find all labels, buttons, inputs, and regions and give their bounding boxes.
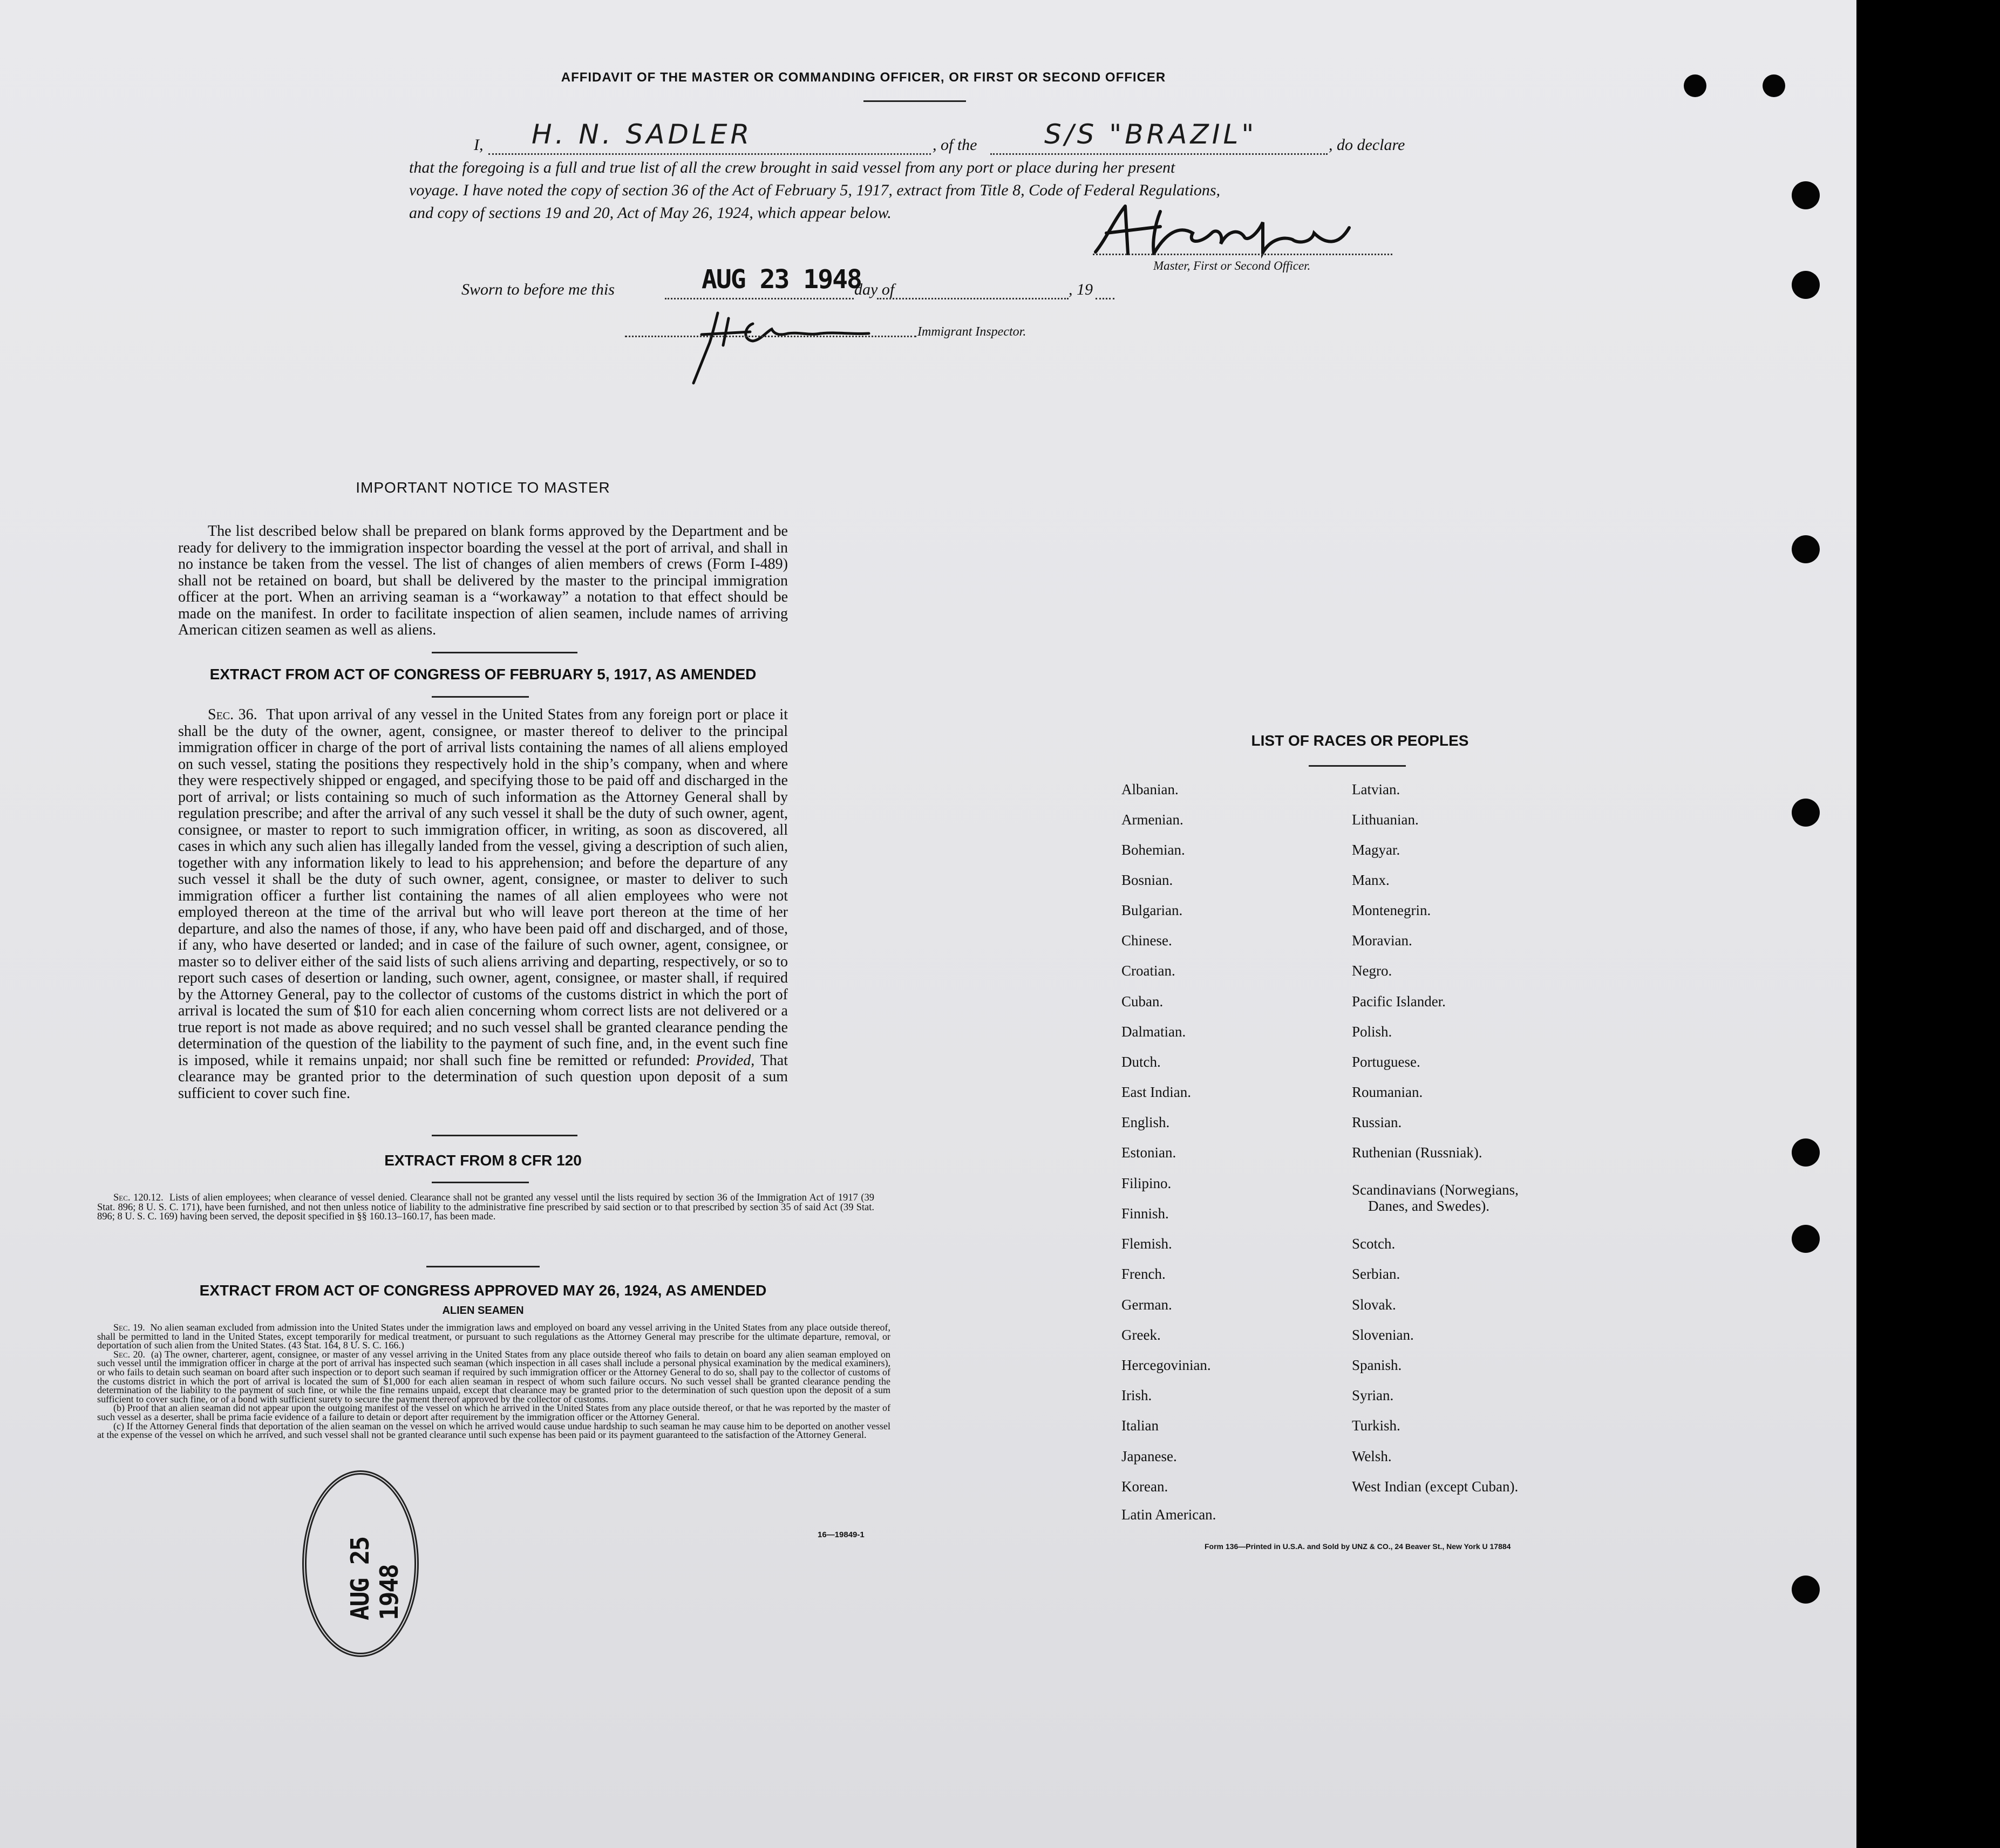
sworn-date-line xyxy=(665,298,854,299)
punch-hole xyxy=(1792,1225,1820,1253)
extract-cfr-end-rule xyxy=(426,1266,540,1267)
race-item: Finnish. xyxy=(1121,1205,1169,1222)
race-item: Korean. xyxy=(1121,1478,1168,1495)
race-item: Polish. xyxy=(1352,1024,1392,1040)
inspector-signature xyxy=(685,302,885,388)
race-item: Italian xyxy=(1121,1417,1159,1434)
extract-cfr-text xyxy=(97,1194,874,1222)
race-item: Danes, and Swedes). xyxy=(1368,1198,1489,1214)
affidavit-of-the-label: , of the xyxy=(933,136,977,154)
race-item: Bosnian. xyxy=(1121,872,1173,888)
punch-hole xyxy=(1792,181,1820,209)
race-item: Latvian. xyxy=(1352,781,1400,797)
race-item: Irish. xyxy=(1121,1387,1152,1403)
race-item: Bulgarian. xyxy=(1121,902,1183,918)
master-name-handwritten: H. N. SADLER xyxy=(532,119,753,150)
extract-cfr-title: EXTRACT FROM 8 CFR 120 xyxy=(384,1152,582,1169)
extract-1924-text xyxy=(97,1323,890,1440)
race-item: Albanian. xyxy=(1121,781,1179,797)
race-item: Turkish. xyxy=(1352,1417,1400,1434)
master-name-line xyxy=(488,153,931,155)
day-of-label: day of xyxy=(854,281,895,298)
extract-cfr-body: Lists of alien employees; when clearance of vessel denied. Clearance shall not be granted any vessel until the lists required by section 36 of the Immigration Act of 1917 (39 Stat. 896; 8 U. S. C. 171), have been furnished, and not then unless notice of liability to the administrative fine prescribed by said section or to that prescribed by section 35 of said Act (39 Stat. 896; 8 U. S. C. 169) having been served, the deposit specified in §§ 160.13–160.17, has been made. xyxy=(97,1192,875,1222)
race-item: Slovak. xyxy=(1352,1297,1396,1313)
vessel-name-handwritten: S/S "BRAZIL" xyxy=(1044,119,1257,150)
notice-rule xyxy=(432,652,577,653)
sworn-label: Sworn to before me this xyxy=(461,281,615,298)
punch-hole xyxy=(1792,271,1820,299)
year-line xyxy=(1096,298,1114,299)
race-item: Estonian. xyxy=(1121,1144,1176,1161)
race-item: French. xyxy=(1121,1266,1166,1282)
race-item: Armenian. xyxy=(1121,812,1183,828)
extract-1917-sec-label: Sec. 36. xyxy=(208,706,257,723)
extract-1917-body-end: That clearance may be granted prior to the determination of such question upon deposit of a sum sufficient to cover such fine. xyxy=(178,1052,788,1102)
race-item: Japanese. xyxy=(1121,1448,1177,1464)
print-code: 16—19849-1 xyxy=(818,1530,865,1539)
race-item: Montenegrin. xyxy=(1352,902,1431,918)
extract-cfr-rule xyxy=(432,1182,529,1183)
punch-hole xyxy=(1792,1138,1820,1167)
extract-1917-text xyxy=(178,707,788,1102)
race-item: Latin American. xyxy=(1121,1506,1216,1523)
races-title: LIST OF RACES OR PEOPLES xyxy=(1251,732,1469,749)
race-item: English. xyxy=(1121,1114,1170,1130)
race-item: Hercegovinian. xyxy=(1121,1357,1211,1373)
sec19-label: Sec. 19. xyxy=(113,1322,145,1333)
extract-cfr-sec-label: Sec. 120.12. xyxy=(113,1192,164,1203)
punch-hole xyxy=(1763,74,1785,97)
inspector-caption: Immigrant Inspector. xyxy=(917,325,1026,339)
race-item: Spanish. xyxy=(1352,1357,1402,1373)
sec20a-body: (a) The owner, charterer, agent, consignee, or master of any vessel arriving in the United States from any place outside thereof who fails to detain on board any alien seaman employed on such vessel until the immigration officer in charge at the port of arrival has inspected such seaman (which inspection in all cases shall include a personal physical examination by the medical examiners), or who fails to detain such seaman on board after such inspection or to deport such seaman if required by such immigration officer or the Attorney General to do so, shall pay to the collector of customs of the customs district in which the port of arrival is located the sum of $1,000 for each alien seaman in respect of whom such failure occurs. No such vessel shall be granted clearance pending the determination of the liability to the payment of such fine, or while the fine remains unpaid, except that clearance may be granted prior to the determination of such question upon the deposit of a sum sufficient to cover such fine, or of a bond with sufficient surety to secure the payment thereof approved by the collector of customs. xyxy=(97,1348,891,1404)
race-item: Magyar. xyxy=(1352,842,1400,858)
sec19-body: No alien seaman excluded from admission into the United States under the immigration laws and employed on board any vessel arriving in the United States from any place outside thereof, shall be permitted to land in the United States, except temporarily for medical treatment, or pursuant to such regulations as the Attorney General may prescribe for the ultimate departure, removal, or deportation of such alien from the United States. (43 Stat. 164, 8 U. S. C. 166.) xyxy=(97,1322,891,1351)
race-item: Scotch. xyxy=(1352,1236,1396,1252)
race-item: German. xyxy=(1121,1297,1172,1313)
notice-title: IMPORTANT NOTICE TO MASTER xyxy=(356,479,610,496)
race-item: Russian. xyxy=(1352,1114,1402,1130)
race-item: Pacific Islander. xyxy=(1352,993,1446,1010)
notice-text-body: The list described below shall be prepared on blank forms approved by the Department and be ready for delivery to the immigration inspector boarding the vessel at the port of arrival, and shall in no instance be taken from the vessel. The list of changes of alien members of crews (Form I-489) shall not be retained on board, but shall be delivered by the master to the principal immigration officer at the port. When an arriving seaman is a “workaway” a notation to that effect should be made on the manifest. In order to facilitate inspection of alien seamen, include names of arriving American citizen seamen as well as aliens. xyxy=(178,523,788,638)
sec19-para xyxy=(97,1323,890,1350)
race-item: Manx. xyxy=(1352,872,1390,888)
race-item: Chinese. xyxy=(1121,932,1172,949)
race-item: Scandinavians (Norwegians, xyxy=(1352,1182,1519,1198)
race-item: Portuguese. xyxy=(1352,1054,1420,1070)
race-item: Filipino. xyxy=(1121,1175,1172,1191)
races-rule xyxy=(1309,765,1406,767)
received-stamp-date: AUG 25 1948 xyxy=(345,1537,404,1620)
master-signature-caption: Master, First or Second Officer. xyxy=(1153,259,1311,272)
affidavit-body-line2: voyage. I have noted the copy of section 36 of the Act of February 5, 1917, extract from Title 8, Code of Federal Regulations, xyxy=(409,181,1221,199)
race-item: Flemish. xyxy=(1121,1236,1172,1252)
extract-1924-title: EXTRACT FROM ACT OF CONGRESS APPROVED MAY 26, 1924, AS AMENDED xyxy=(199,1282,767,1299)
year-prefix: , 19 xyxy=(1069,281,1093,298)
affidavit-body-line3: and copy of sections 19 and 20, Act of May 26, 1924, which appear below. xyxy=(409,204,892,222)
sec20b-body: (b) Proof that an alien seaman did not appear upon the outgoing manifest of the vessel on which he arrived in the United States from any place outside thereof, or that he was reported by the master of such vessel as a deserter, shall be prima facie evidence of a failure to detain or deport after requirement by the immigration officer or the Attorney General. xyxy=(97,1402,890,1422)
sec20-label: Sec. 20. xyxy=(113,1348,146,1360)
inspector-signature-line xyxy=(625,336,916,337)
affidavit-title-rule xyxy=(863,100,966,102)
race-item: Lithuanian. xyxy=(1352,812,1419,828)
received-stamp xyxy=(302,1470,419,1657)
affidavit-do-declare: , do declare xyxy=(1329,136,1405,154)
race-item: Greek. xyxy=(1121,1327,1161,1343)
extract-1917-provided: Provided, xyxy=(696,1052,755,1069)
punch-hole xyxy=(1792,535,1820,563)
race-item: Dutch. xyxy=(1121,1054,1161,1070)
race-item: Ruthenian (Russniak). xyxy=(1352,1144,1482,1161)
sec20c-body: (c) If the Attorney General finds that deportation of the alien seaman on the vessel on which he arrived would cause undue hardship to such seaman he may cause him to be deported on another vessel at the expense of the vessel on which he arrived, and such vessel shall not be granted clearance until such expense has been paid or its payment guaranteed to the satisfaction of the Attorney General. xyxy=(97,1420,890,1441)
master-signature-line xyxy=(1093,254,1392,255)
race-item: Negro. xyxy=(1352,963,1392,979)
punch-hole xyxy=(1792,1576,1820,1604)
race-item: Welsh. xyxy=(1352,1448,1392,1464)
notice-text xyxy=(178,523,788,639)
race-item: West Indian (except Cuban). xyxy=(1352,1478,1519,1495)
vessel-name-line xyxy=(990,153,1328,155)
extract-1917-rule xyxy=(432,696,529,698)
affidavit-title: AFFIDAVIT OF THE MASTER OR COMMANDING OFFICER, OR FIRST OR SECOND OFFICER xyxy=(561,70,1166,85)
race-item: Cuban. xyxy=(1121,993,1164,1010)
form-footer: Form 136—Printed in U.S.A. and Sold by UNZ & CO., 24 Beaver St., New York U 17884 xyxy=(1205,1542,1511,1551)
sworn-date-stamp: AUG 23 1948 xyxy=(702,264,861,295)
punch-hole xyxy=(1684,74,1706,97)
race-item: East Indian. xyxy=(1121,1084,1191,1100)
extract-1917-end-rule xyxy=(432,1135,577,1136)
race-item: Moravian. xyxy=(1352,932,1412,949)
race-item: Croatian. xyxy=(1121,963,1175,979)
race-item: Syrian. xyxy=(1352,1387,1394,1403)
extract-1924-subtitle: ALIEN SEAMEN xyxy=(442,1305,524,1317)
race-item: Roumanian. xyxy=(1352,1084,1423,1100)
master-signature xyxy=(1085,201,1387,260)
affidavit-i-label: I, xyxy=(474,136,484,154)
punch-hole xyxy=(1792,799,1820,827)
race-item: Dalmatian. xyxy=(1121,1024,1186,1040)
affidavit-body-line1: that the foregoing is a full and true list of all the crew brought in said vessel from any port or place during her present xyxy=(409,159,1175,176)
race-item: Serbian. xyxy=(1352,1266,1400,1282)
day-of-line xyxy=(877,298,1069,299)
extract-1917-body: That upon arrival of any vessel in the United States from any foreign port or place it shall be the duty of the owner, agent, consignee, or master thereof to deliver to the principal immigration officer in charge of the port of arrival lists containing the names of all aliens employed on such vessel, stating the positions they respectively hold in the ship’s company, when and where they were respectively shipped or engaged, and specifying those to be paid off and discharged in the port of arrival; or lists containing so much of such information as the Attorney General shall by regulation prescribe; and after the arrival of any such vessel it shall be the duty of such owner, agent, consignee, or master to report to such immigration officer, in writing, as soon as discovered, all cases in which any such alien has illegally landed from the vessel, giving a description of such alien, together with any information likely to lead to his apprehension; and before the departure of any such vessel it shall be the duty of such owner, agent, consignee, or master to deliver to such immigration officer a further list containing the names of all alien employees who were not employed thereon at the time of the arrival but who will leave port thereon at the time of her departure, and also the names of those, if any, who have been paid off and discharged, and of those, if any, who have deserted or landed; and in case of the failure of such owner, agent, consignee, or master so to deliver either of the said lists of such aliens arriving and departing, respectively, or so to report such cases of desertion or landing, such owner, agent, consignee, or master shall, if required by the Attorney General, pay to the collector of customs of the customs district in which the port of arrival is located the sum of $10 for each alien concerning whom correct lists are not delivered or a true report is not made as above required; and no such vessel shall be granted clearance pending the determination of the question of the liability to the payment of such fine, and, in the event such fine is imposed, while it remains unpaid; nor shall such fine be remitted or refunded: xyxy=(178,706,788,1069)
extract-1917-title: EXTRACT FROM ACT OF CONGRESS OF FEBRUARY 5, 1917, AS AMENDED xyxy=(209,666,757,683)
sec20a-para xyxy=(97,1350,890,1404)
race-item: Slovenian. xyxy=(1352,1327,1414,1343)
race-item: Bohemian. xyxy=(1121,842,1185,858)
